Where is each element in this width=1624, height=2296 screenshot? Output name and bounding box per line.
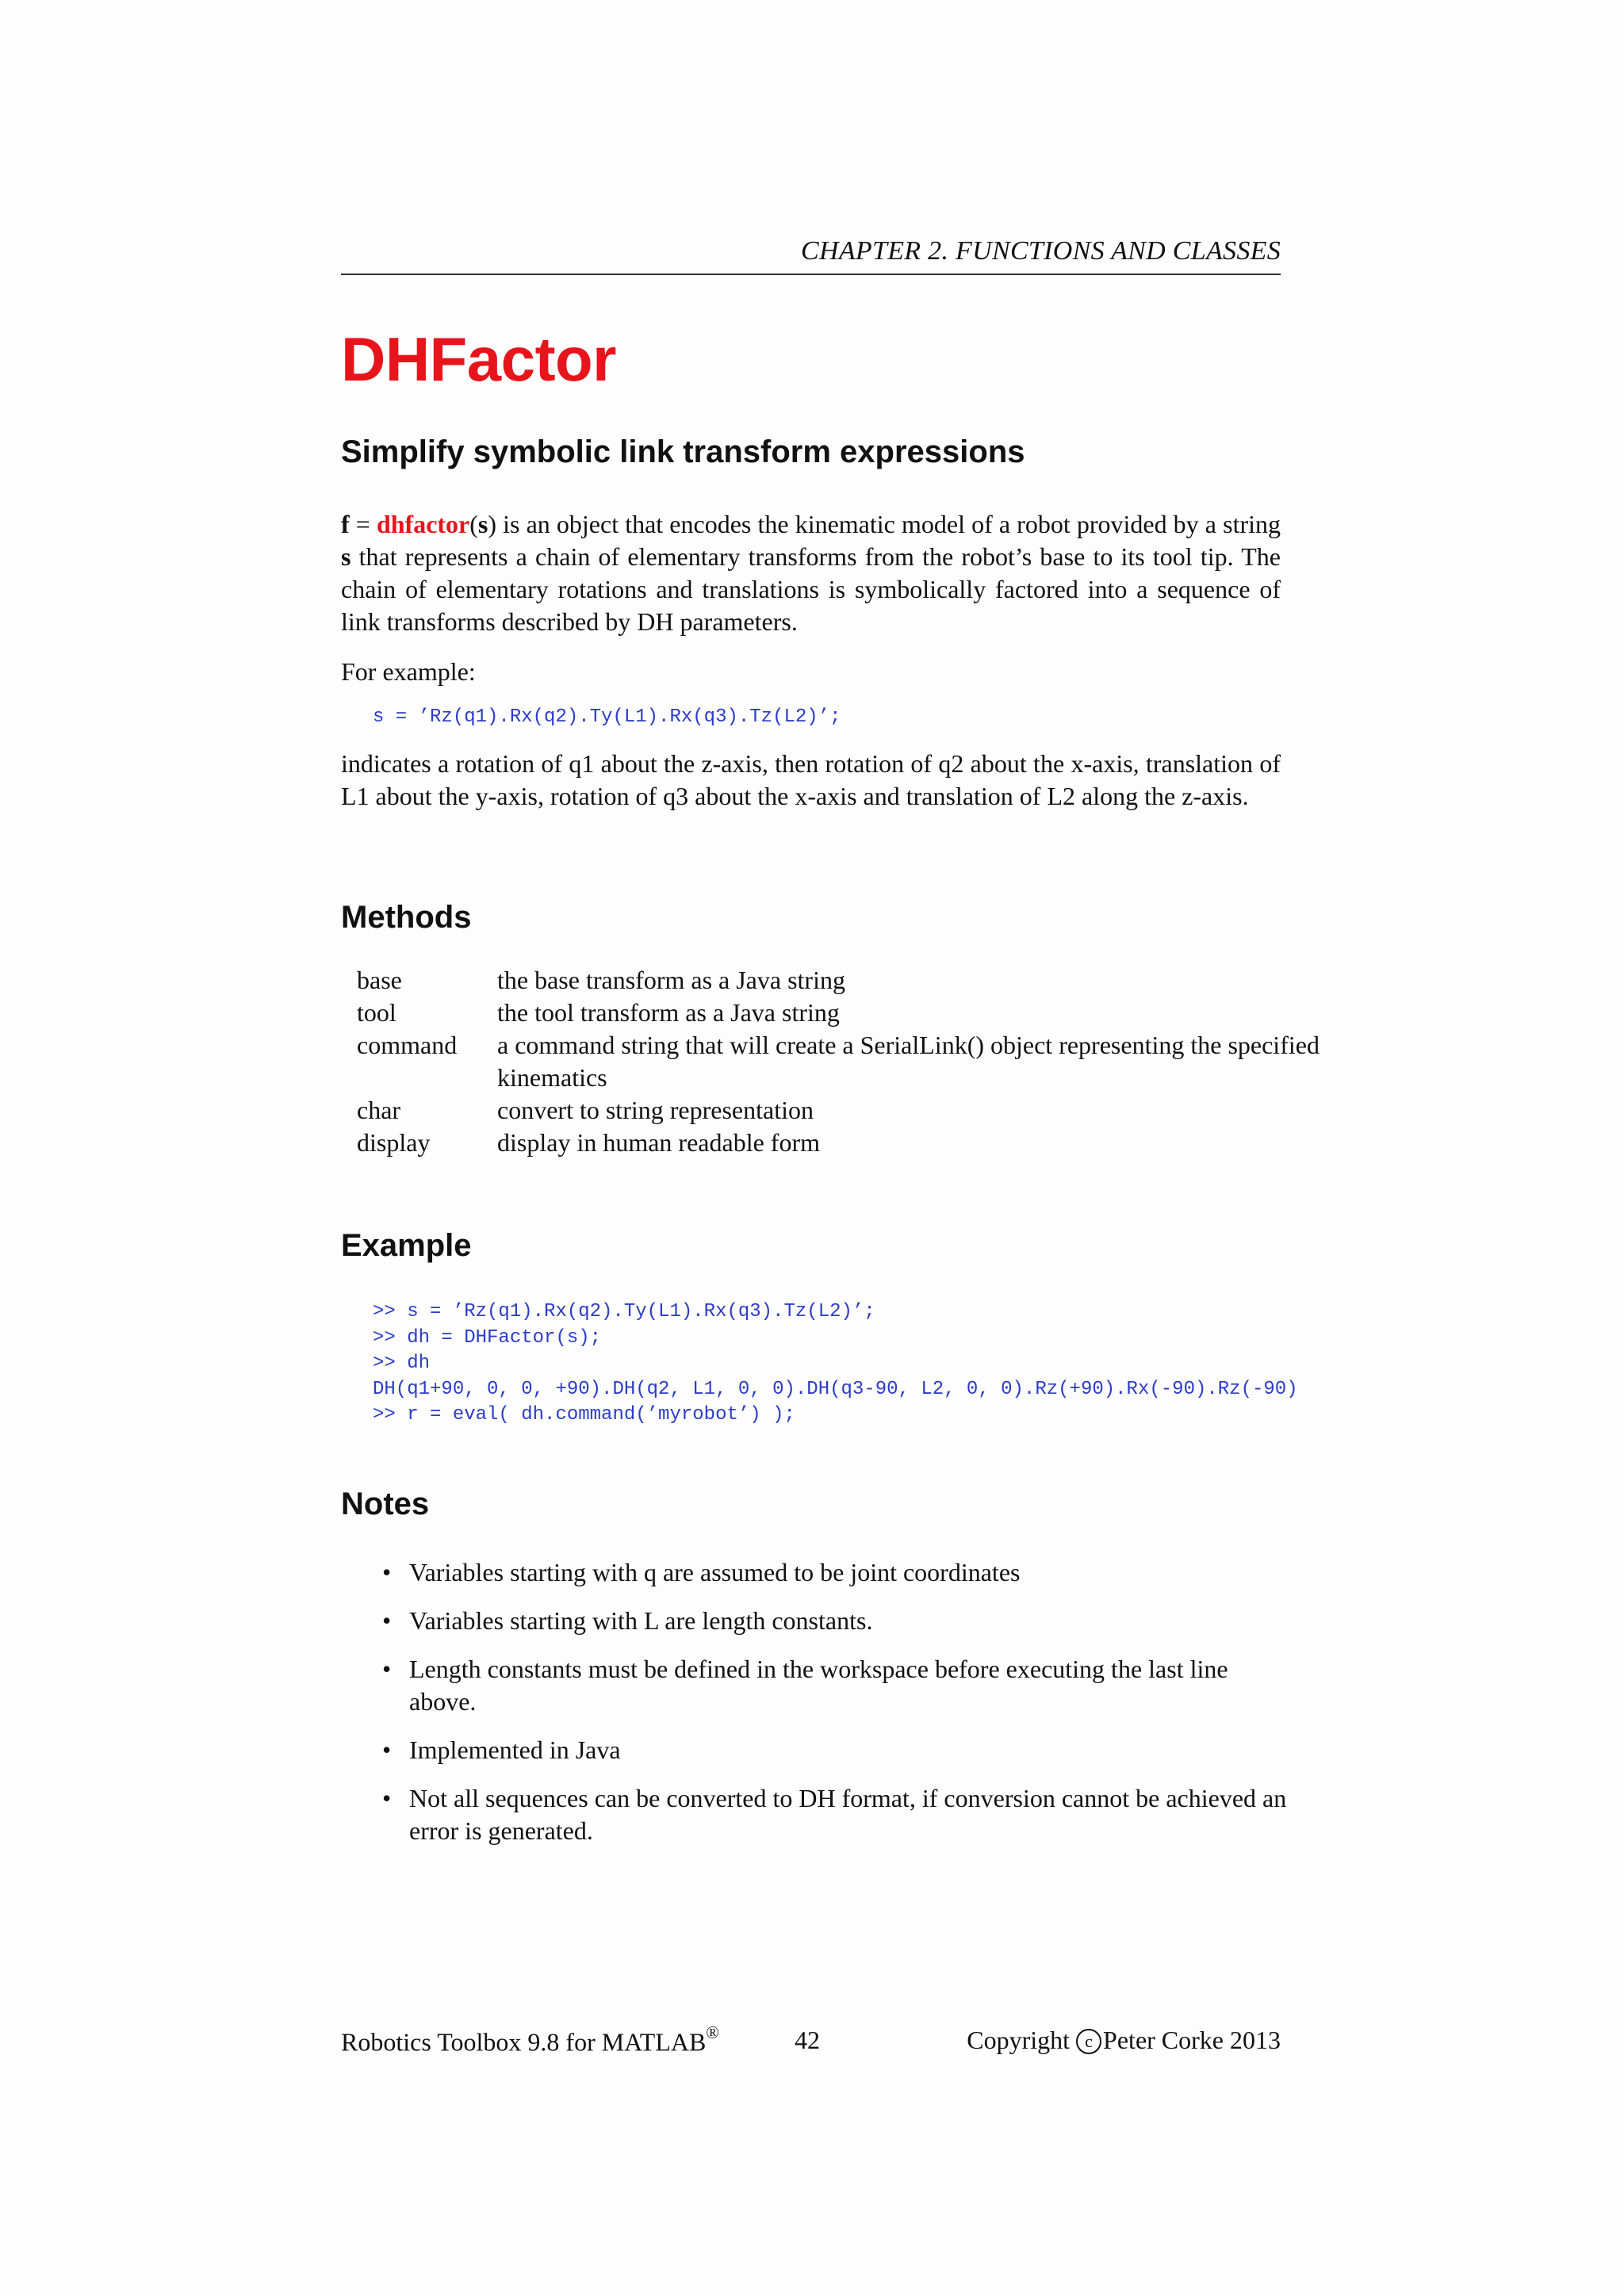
method-desc: a command string that will create a SerialLink() object representing the specified kinematics <box>497 1031 1320 1092</box>
footer-title <box>341 2022 719 2057</box>
intro-paragraph <box>341 508 1281 638</box>
bullet-icon: • <box>382 1735 392 1764</box>
footer-copyright <box>967 2026 1281 2056</box>
method-desc: convert to string representation <box>497 1096 814 1124</box>
method-name: tool <box>357 998 396 1027</box>
list-item <box>382 1556 1322 1589</box>
intro-rest: ) is an object that encodes the kinematic model of a robot provided by a string <box>488 510 1281 538</box>
intro-s2: s <box>341 542 351 571</box>
methods-heading: Methods <box>341 900 472 935</box>
code-example-2 <box>373 1299 1298 1429</box>
method-row <box>357 997 1437 1029</box>
method-desc: display in human readable form <box>497 1128 820 1157</box>
page-title: DHFactor <box>341 324 617 394</box>
methods-table <box>357 964 1437 1159</box>
code-line: >> dh <box>373 1353 431 1374</box>
list-item <box>382 1605 1322 1637</box>
list-item <box>382 1653 1285 1718</box>
footer-product: Robotics Toolbox 9.8 for MATLAB <box>341 2027 707 2057</box>
note-text: Variables starting with q are assumed to be joint coordinates <box>409 1558 1021 1586</box>
copyright-icon: c <box>1076 2029 1101 2054</box>
method-row <box>357 1127 1437 1159</box>
note-text: Not all sequences can be converted to DH format, if conversion cannot be achieved an error is generated. <box>409 1784 1287 1845</box>
intro-rest2: that represents a chain of elementary transforms from the robot’s base to its tool tip. The chain of elementary rotations and translations is symbolically factored into a sequence of link transforms described by DH parameters. <box>341 542 1281 636</box>
example-heading: Example <box>341 1228 472 1263</box>
method-name: char <box>357 1096 401 1124</box>
intro-eq: = <box>349 510 377 538</box>
note-text: Implemented in Java <box>409 1735 621 1764</box>
code-line: DH(q1+90, 0, 0, +90).DH(q2, L1, 0, 0).DH(q3-90, L2, 0, 0).Rz(+90).Rx(-90).Rz(-90) <box>373 1378 1298 1400</box>
bullet-icon: • <box>382 1558 392 1586</box>
bullet-icon: • <box>382 1606 392 1635</box>
method-desc: the base transform as a Java string <box>497 966 845 994</box>
intro-open: ( <box>469 510 478 538</box>
method-row <box>357 964 1437 997</box>
function-name: dhfactor <box>376 510 470 538</box>
copyright-author: Peter Corke 2013 <box>1103 2026 1281 2054</box>
code-line: >> r = eval( dh.command(’myrobot’) ); <box>373 1404 795 1425</box>
page-subtitle: Simplify symbolic link transform expressions <box>341 434 1025 469</box>
code-line: >> s = ’Rz(q1).Rx(q2).Ty(L1).Rx(q3).Tz(L2)’; <box>373 1301 875 1322</box>
notes-list <box>382 1556 1322 1863</box>
note-text: Length constants must be defined in the workspace before executing the last line above. <box>409 1655 1228 1716</box>
method-row <box>357 1094 1437 1127</box>
method-name: display <box>357 1128 431 1157</box>
explanation-paragraph: indicates a rotation of q1 about the z-axis, then rotation of q2 about the x-axis, translation of L1 about the y-axis, rotation of q3 about the x-axis and translation of L2 along the z-axis. <box>341 749 1281 810</box>
intro-arg: s <box>477 510 488 538</box>
notes-heading: Notes <box>341 1487 430 1521</box>
code-line: >> dh = DHFactor(s); <box>373 1326 602 1349</box>
note-text: Variables starting with L are length constants. <box>409 1606 873 1635</box>
method-name: base <box>357 966 402 994</box>
bullet-icon: • <box>382 1655 392 1683</box>
intro-f: f <box>341 510 350 538</box>
for-example-label: For example: <box>341 657 476 686</box>
running-head: CHAPTER 2. FUNCTIONS AND CLASSES <box>801 236 1281 266</box>
copyright-label: Copyright <box>967 2026 1077 2054</box>
code-example-1: s = ’Rz(q1).Rx(q2).Ty(L1).Rx(q3).Tz(L2)’; <box>373 706 841 728</box>
method-name: command <box>357 1031 458 1059</box>
method-row <box>357 1029 1437 1094</box>
list-item <box>382 1782 1297 1847</box>
method-desc: the tool transform as a Java string <box>497 998 840 1027</box>
document-page <box>341 0 1320 2296</box>
list-item <box>382 1734 1322 1766</box>
page-number: 42 <box>795 2026 820 2054</box>
header-rule <box>341 274 1281 275</box>
registered-mark: ® <box>706 2022 719 2042</box>
bullet-icon: • <box>382 1784 392 1812</box>
